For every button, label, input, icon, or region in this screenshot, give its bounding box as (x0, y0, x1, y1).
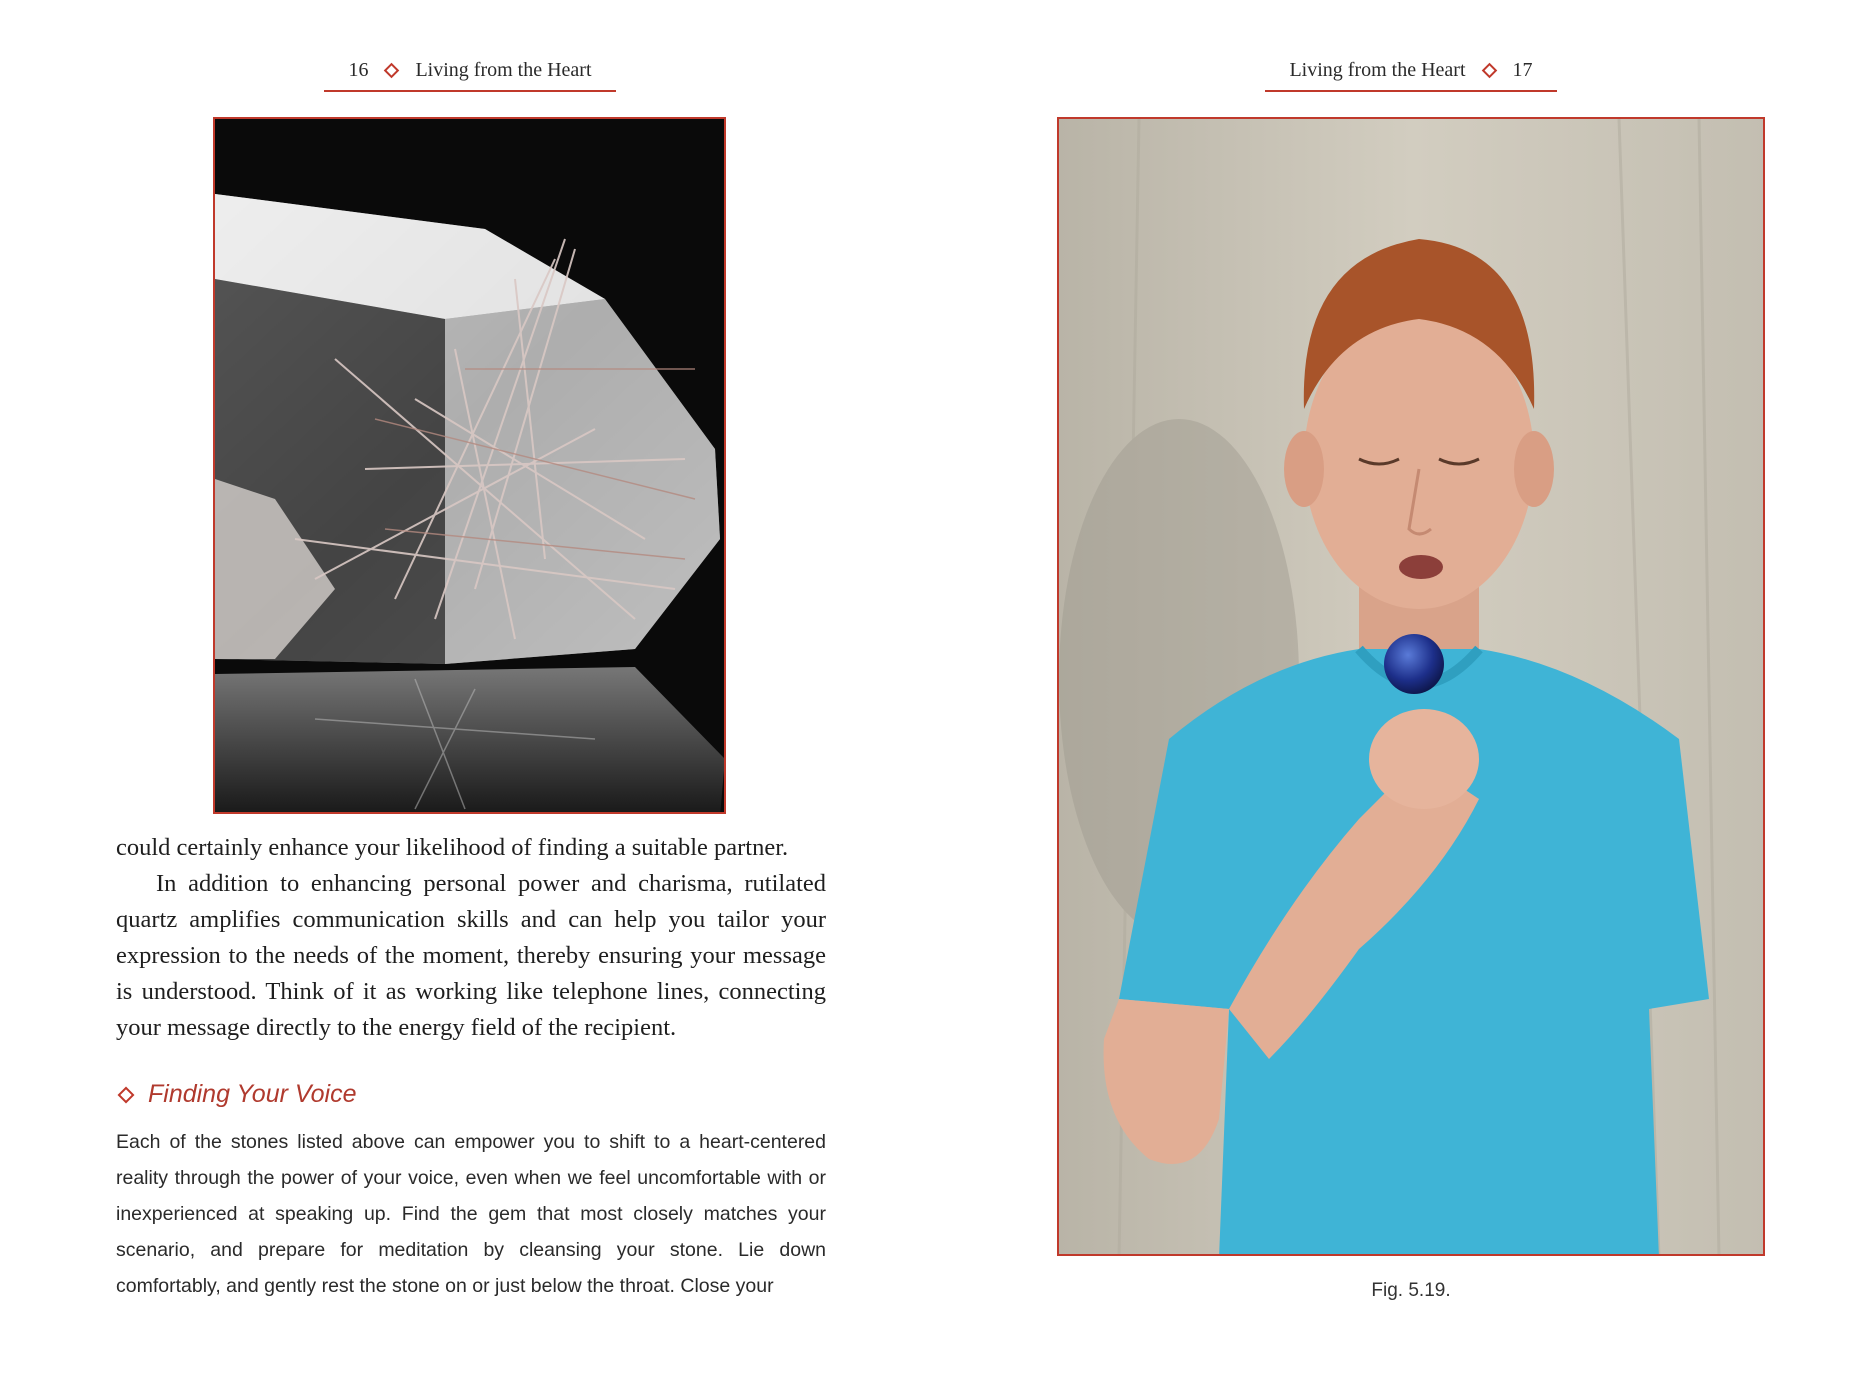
paragraph-continuation: could certainly enhance your likelihood of finding a suitable partner. (116, 834, 789, 861)
section-heading-text: Finding Your Voice (148, 1080, 357, 1108)
person-illustration (1059, 119, 1765, 1256)
rutilated-quartz-photo (213, 117, 726, 814)
running-title: Living from the Heart (415, 58, 592, 81)
body-text-serif (116, 830, 826, 1046)
diamond-icon (1481, 62, 1497, 78)
paragraph-rutilated-quartz: In addition to enhancing personal power and charisma, rutilated quartz amplifies communication skills and can help you tailor your expression to the needs of the moment, thereby ensuring your message is understood. Think of it as working like telephone lines, connecting your message directly to the energy field of the recipient. (116, 870, 826, 1041)
page-number: 17 (1512, 58, 1533, 81)
crystal-illustration (215, 119, 726, 814)
person-with-stone-photo (1057, 117, 1765, 1256)
section-heading (116, 1080, 356, 1109)
page-number: 16 (348, 58, 369, 81)
diamond-icon (118, 1086, 135, 1103)
right-page (933, 0, 1866, 1400)
figure-caption: Fig. 5.19. (1371, 1280, 1451, 1301)
running-head-left (324, 56, 616, 92)
running-head-right (1265, 56, 1557, 92)
body-text-sans: Each of the stones listed above can empower you to shift to a heart-centered reality through the power of your voice, even when we feel uncomfortable with or inexperienced at speaking up. Find the gem that most closely matches your scenario, and prepare for meditation by cleansing your stone. Lie down comfortably, and gently rest the stone on or just below the throat. Close your (116, 1131, 826, 1297)
running-title: Living from the Heart (1289, 58, 1466, 81)
diamond-icon (384, 62, 400, 78)
